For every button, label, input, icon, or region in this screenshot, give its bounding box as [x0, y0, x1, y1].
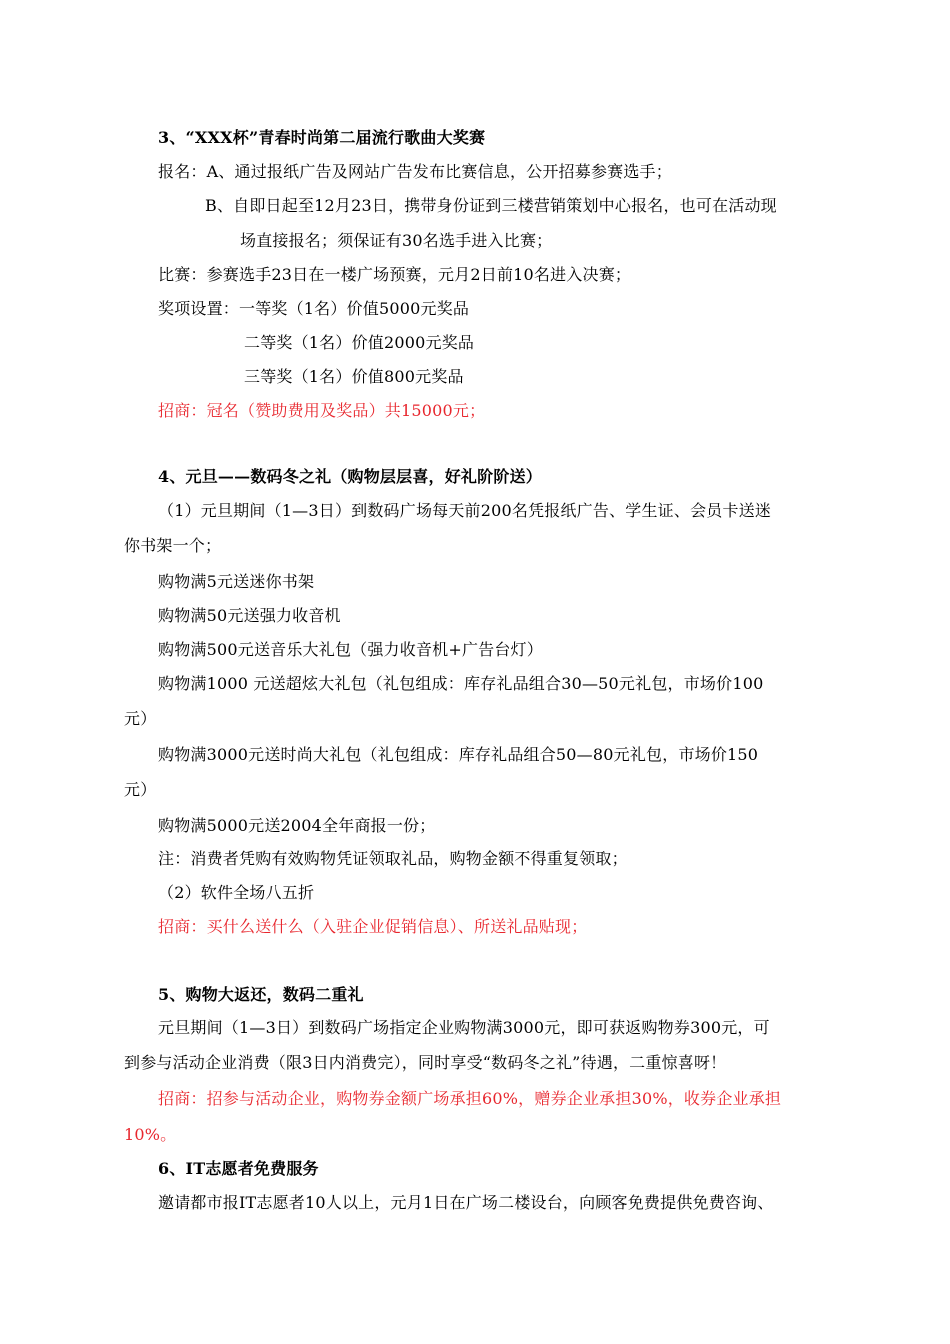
section-6-body-line1: 邀请都市报IT志愿者10人以上，元月1日在广场二楼设台，向顾客免费提供免费咨询、	[158, 1193, 774, 1212]
section-3-signup-a: 报名：A、通过报纸广告及网站广告发布比赛信息，公开招募参赛选手；	[158, 162, 672, 181]
section-4-item2: （2）软件全场八五折	[158, 883, 315, 902]
section-4-tier-50: 购物满50元送强力收音机	[158, 606, 341, 625]
section-4-item1-line1: （1）元旦期间（1—3日）到数码广场每天前200名凭报纸广告、学生证、会员卡送迷	[158, 501, 772, 520]
section-3-signup-b-line2: 场直接报名；须保证有30名选手进入比赛；	[240, 231, 553, 250]
section-4-sponsor: 招商：买什么送什么（入驻企业促销信息）、所送礼品贴现；	[158, 917, 588, 936]
section-4-note: 注：消费者凭购有效购物凭证领取礼品，购物金额不得重复领取；	[158, 849, 628, 868]
section-3-signup-b-line1: B、自即日起至12月23日，携带身份证到三楼营销策划中心报名，也可在活动现	[205, 196, 777, 215]
section-4-tier-3000-line2: 元）	[124, 780, 157, 799]
section-4-tier-1000-line2: 元）	[124, 709, 157, 728]
section-5-sponsor-line1: 招商：招参与活动企业，购物券金额广场承担60%，赠券企业承担30%，收券企业承担	[158, 1089, 782, 1108]
section-4-item1-line2: 你书架一个；	[124, 536, 222, 555]
section-3-sponsor: 招商：冠名（赞助费用及奖品）共15000元；	[158, 401, 486, 420]
section-4-tier-5000: 购物满5000元送2004全年商报一份；	[158, 816, 436, 835]
section-4-tier-5: 购物满5元送迷你书架	[158, 572, 315, 591]
section-3-heading: 3、“XXX杯”青春时尚第二届流行歌曲大奖赛	[158, 128, 486, 147]
section-4-heading: 4、元旦——数码冬之礼（购物层层喜，好礼阶阶送）	[158, 467, 542, 486]
section-3-award-third: 三等奖（1名）价值800元奖品	[244, 367, 464, 386]
section-5-body-line2: 到参与活动企业消费（限3日内消费完），同时享受“数码冬之礼”待遇，二重惊喜呀！	[124, 1053, 727, 1072]
section-4-tier-1000-line1: 购物满1000 元送超炫大礼包（礼包组成：库存礼品组合30—50元礼包，市场价100	[158, 674, 764, 693]
section-3-award-second: 二等奖（1名）价值2000元奖品	[244, 333, 475, 352]
section-5-sponsor-line2: 10%。	[124, 1125, 177, 1144]
section-6-heading: 6、IT志愿者免费服务	[158, 1159, 319, 1178]
section-4-tier-500: 购物满500元送音乐大礼包（强力收音机+广告台灯）	[158, 640, 543, 659]
section-5-body-line1: 元旦期间（1—3日）到数码广场指定企业购物满3000元，即可获返购物券300元，可	[158, 1018, 770, 1037]
section-4-tier-3000-line1: 购物满3000元送时尚大礼包（礼包组成：库存礼品组合50—80元礼包，市场价150	[158, 745, 759, 764]
section-5-heading: 5、购物大返还，数码二重礼	[158, 985, 364, 1004]
section-3-competition: 比赛：参赛选手23日在一楼广场预赛，元月2日前10名进入决赛；	[158, 265, 632, 284]
section-3-award-first: 奖项设置：一等奖（1名）价值5000元奖品	[158, 299, 470, 318]
